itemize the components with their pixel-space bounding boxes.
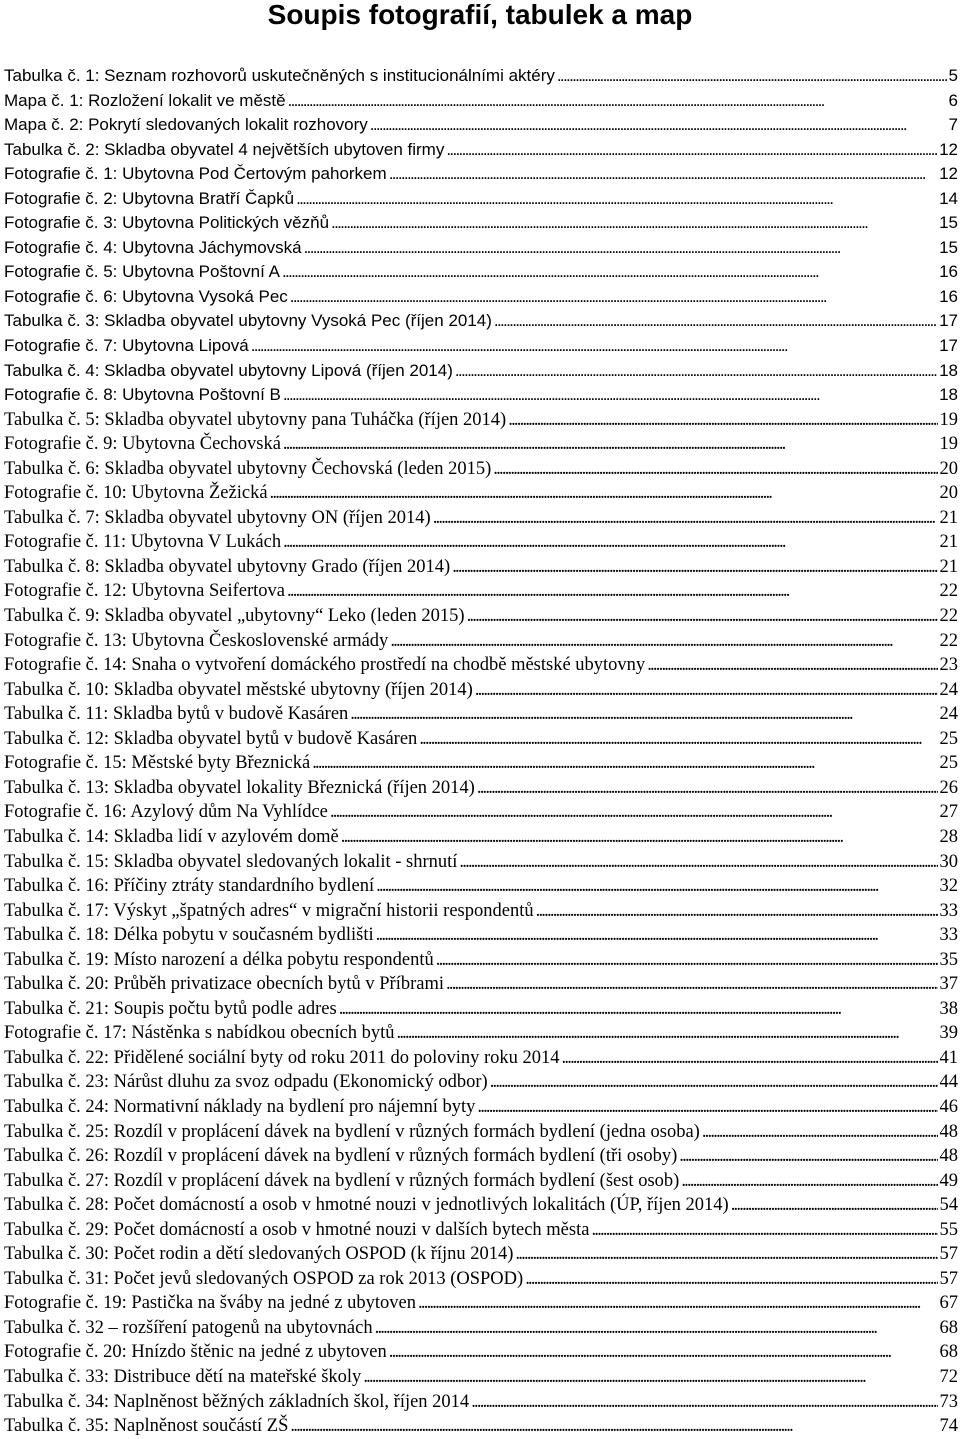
toc-dot-leader bbox=[452, 555, 937, 579]
toc-entry-page-number: 7 bbox=[947, 113, 960, 137]
toc-entry-page-number: 17 bbox=[937, 309, 960, 333]
toc-entry-page-number: 67 bbox=[938, 1291, 960, 1315]
toc-entry[interactable] bbox=[4, 653, 960, 678]
toc-dot-leader bbox=[283, 432, 938, 456]
toc-dot-leader bbox=[288, 89, 947, 113]
toc-entry-page-number: 55 bbox=[938, 1218, 960, 1242]
toc-entry-label: Tabulka č. 2: Skladba obyvatel 4 největších ubytoven firmy bbox=[4, 138, 446, 162]
toc-entry-label: Fotografie č. 7: Ubytovna Lipová bbox=[4, 334, 251, 358]
toc-entry-label: Tabulka č. 31: Počet jevů sledovaných OSPOD za rok 2013 (OSPOD) bbox=[4, 1267, 525, 1291]
toc-entry-label: Tabulka č. 25: Rozdíl v proplácení dávek na bydlení v různých formách bydlení (jedna osoba) bbox=[4, 1120, 702, 1144]
toc-entry-label: Fotografie č. 13: Ubytovna Československé armády bbox=[4, 629, 390, 653]
toc-entry[interactable] bbox=[4, 113, 960, 138]
toc-entry-page-number: 41 bbox=[938, 1046, 960, 1070]
toc-entry-label: Tabulka č. 24: Normativní náklady na bydlení pro nájemní byty bbox=[4, 1095, 477, 1119]
toc-entry-label: Tabulka č. 22: Přidělené sociální byty od roku 2011 do poloviny roku 2014 bbox=[4, 1046, 562, 1070]
toc-entry-page-number: 17 bbox=[937, 334, 960, 358]
toc-entry-page-number: 72 bbox=[938, 1365, 960, 1389]
toc-entry-page-number: 54 bbox=[938, 1193, 960, 1217]
toc-dot-leader bbox=[459, 850, 937, 874]
toc-dot-leader bbox=[433, 506, 938, 530]
toc-entry-page-number: 48 bbox=[938, 1144, 960, 1168]
toc-entry-page-number: 74 bbox=[938, 1414, 960, 1438]
toc-entry-label: Fotografie č. 17: Nástěnka s nabídkou obecních bytů bbox=[4, 1021, 396, 1045]
toc-dot-leader bbox=[419, 727, 937, 751]
toc-entry-page-number: 20 bbox=[938, 481, 960, 505]
toc-entry-page-number: 48 bbox=[938, 1120, 960, 1144]
toc-entry[interactable] bbox=[4, 555, 960, 580]
toc-entry-page-number: 20 bbox=[938, 457, 960, 481]
toc-entry-page-number: 27 bbox=[938, 800, 960, 824]
toc-entry-label: Fotografie č. 1: Ubytovna Pod Čertovým pahorkem bbox=[4, 162, 389, 186]
toc-entry-label: Fotografie č. 2: Ubytovna Bratří Čapků bbox=[4, 187, 296, 211]
toc-entry-label: Tabulka č. 8: Skladba obyvatel ubytovny Grado (říjen 2014) bbox=[4, 555, 452, 579]
toc-entry-label: Tabulka č. 28: Počet domácností a osob v hmotné nouzi v jednotlivých lokalitách (ÚP, říjen 2014) bbox=[4, 1193, 731, 1217]
toc-dot-leader bbox=[304, 236, 937, 260]
toc-entry[interactable] bbox=[4, 997, 960, 1022]
toc-entry-label: Tabulka č. 32 – rozšíření patogenů na ubytovnách bbox=[4, 1316, 375, 1340]
toc-entry-page-number: 68 bbox=[938, 1340, 960, 1364]
toc-dot-leader bbox=[283, 383, 937, 407]
toc-entry-label: Fotografie č. 16: Azylový dům Na Vyhlídce bbox=[4, 800, 330, 824]
toc-entry[interactable] bbox=[4, 825, 960, 850]
toc-entry-label: Tabulka č. 27: Rozdíl v proplácení dávek na bydlení v různých formách bydlení (šest osob) bbox=[4, 1169, 681, 1193]
toc-dot-leader bbox=[471, 1390, 937, 1414]
toc-entry-label: Fotografie č. 3: Ubytovna Politických vězňů bbox=[4, 211, 331, 235]
toc-entry[interactable] bbox=[4, 1095, 960, 1120]
toc-dot-leader bbox=[389, 162, 937, 186]
toc-entry-label: Tabulka č. 16: Příčiny ztráty standardního bydlení bbox=[4, 874, 376, 898]
toc-entry-label: Fotografie č. 12: Ubytovna Seifertova bbox=[4, 579, 287, 603]
toc-entry[interactable] bbox=[4, 211, 960, 236]
toc-entry-page-number: 35 bbox=[938, 948, 960, 972]
toc-entry[interactable] bbox=[4, 530, 960, 555]
toc-entry[interactable] bbox=[4, 1340, 960, 1365]
toc-entry[interactable] bbox=[4, 285, 960, 310]
toc-entry-page-number: 15 bbox=[937, 211, 960, 235]
toc-dot-leader bbox=[508, 408, 937, 432]
toc-entry-page-number: 24 bbox=[938, 678, 960, 702]
toc-dot-leader bbox=[370, 113, 947, 137]
toc-entry[interactable] bbox=[4, 64, 960, 89]
toc-entry-label: Tabulka č. 23: Nárůst dluhu za svoz odpadu (Ekonomický odbor) bbox=[4, 1070, 490, 1094]
toc-entry-label: Tabulka č. 1: Seznam rozhovorů uskutečněných s institucionálními aktéry bbox=[4, 64, 557, 88]
toc-entry-label: Tabulka č. 35: Naplněnost součástí ZŠ bbox=[4, 1414, 290, 1438]
toc-dot-leader bbox=[283, 530, 937, 554]
toc-dot-leader bbox=[296, 187, 937, 211]
toc-entry[interactable] bbox=[4, 432, 960, 457]
toc-entry[interactable] bbox=[4, 1291, 960, 1316]
toc-entry[interactable] bbox=[4, 800, 960, 825]
toc-entry[interactable] bbox=[4, 506, 960, 531]
toc-entry-label: Tabulka č. 30: Počet rodin a dětí sledovaných OSPOD (k říjnu 2014) bbox=[4, 1242, 515, 1266]
toc-entry-label: Tabulka č. 3: Skladba obyvatel ubytovny Vysoká Pec (říjen 2014) bbox=[4, 309, 494, 333]
toc-dot-leader bbox=[331, 211, 937, 235]
toc-dot-leader bbox=[455, 359, 937, 383]
toc-entry[interactable] bbox=[4, 1242, 960, 1267]
toc-entry[interactable] bbox=[4, 481, 960, 506]
toc-entry-page-number: 73 bbox=[938, 1390, 960, 1414]
toc-entry[interactable] bbox=[4, 702, 960, 727]
toc-entry[interactable] bbox=[4, 1267, 960, 1292]
toc-entry-page-number: 18 bbox=[937, 383, 960, 407]
toc-entry-label: Tabulka č. 4: Skladba obyvatel ubytovny Lipová (říjen 2014) bbox=[4, 359, 455, 383]
toc-entry[interactable] bbox=[4, 1021, 960, 1046]
toc-entry[interactable] bbox=[4, 138, 960, 163]
toc-dot-leader bbox=[591, 1218, 937, 1242]
toc-dot-leader bbox=[477, 1095, 937, 1119]
toc-entry-page-number: 57 bbox=[938, 1242, 960, 1266]
toc-entry-page-number: 23 bbox=[938, 653, 960, 677]
toc-entry-label: Fotografie č. 4: Ubytovna Jáchymovská bbox=[4, 236, 304, 260]
toc-dot-leader bbox=[446, 972, 938, 996]
toc-entry[interactable] bbox=[4, 899, 960, 924]
toc-entry-label: Tabulka č. 13: Skladba obyvatel lokality Březnická (říjen 2014) bbox=[4, 776, 477, 800]
toc-dot-leader bbox=[390, 629, 937, 653]
toc-entry-label: Tabulka č. 21: Soupis počtu bytů podle adres bbox=[4, 997, 339, 1021]
toc-entry-label: Tabulka č. 19: Místo narození a délka pobytu respondentů bbox=[4, 948, 436, 972]
toc-entry-label: Tabulka č. 26: Rozdíl v proplácení dávek na bydlení v různých formách bydlení (tři osoby) bbox=[4, 1144, 679, 1168]
toc-dot-leader bbox=[312, 751, 937, 775]
toc-entry[interactable] bbox=[4, 850, 960, 875]
toc-dot-leader bbox=[436, 948, 938, 972]
toc-entry[interactable] bbox=[4, 751, 960, 776]
toc-dot-leader bbox=[341, 825, 938, 849]
toc-entry-label: Tabulka č. 9: Skladba obyvatel „ubytovny“ Leko (leden 2015) bbox=[4, 604, 467, 628]
toc-entry-label: Tabulka č. 12: Skladba obyvatel bytů v budově Kasáren bbox=[4, 727, 419, 751]
toc-entry-label: Mapa č. 1: Rozložení lokalit ve městě bbox=[4, 89, 288, 113]
toc-entry-page-number: 21 bbox=[938, 530, 960, 554]
toc-entry[interactable] bbox=[4, 727, 960, 752]
toc-entry[interactable] bbox=[4, 89, 960, 114]
toc-entry[interactable] bbox=[4, 236, 960, 261]
toc-entry-page-number: 22 bbox=[938, 629, 960, 653]
toc-entry-label: Tabulka č. 14: Skladba lidí v azylovém domě bbox=[4, 825, 341, 849]
toc-entry-page-number: 33 bbox=[938, 923, 960, 947]
toc-entry[interactable] bbox=[4, 309, 960, 334]
toc-entry-page-number: 30 bbox=[938, 850, 960, 874]
toc-entry-page-number: 22 bbox=[938, 579, 960, 603]
toc-dot-leader bbox=[251, 334, 937, 358]
toc-dot-leader bbox=[467, 604, 938, 628]
toc-entry-label: Mapa č. 2: Pokrytí sledovaných lokalit rozhovory bbox=[4, 113, 370, 137]
toc-entry[interactable] bbox=[4, 776, 960, 801]
toc-entry-page-number: 24 bbox=[938, 702, 960, 726]
toc-dot-leader bbox=[270, 481, 938, 505]
toc-entry-label: Fotografie č. 5: Ubytovna Poštovní A bbox=[4, 260, 282, 284]
toc-entry[interactable] bbox=[4, 408, 960, 433]
toc-dot-leader bbox=[475, 678, 938, 702]
toc-entry-page-number: 25 bbox=[938, 727, 960, 751]
toc-entry[interactable] bbox=[4, 260, 960, 285]
toc-entry-page-number: 32 bbox=[938, 874, 960, 898]
toc-entry-page-number: 46 bbox=[938, 1095, 960, 1119]
toc-entry[interactable] bbox=[4, 923, 960, 948]
toc-entry-label: Fotografie č. 11: Ubytovna V Lukách bbox=[4, 530, 283, 554]
toc-entry[interactable] bbox=[4, 1218, 960, 1243]
toc-dot-leader bbox=[493, 457, 937, 481]
toc-entry-page-number: 16 bbox=[937, 260, 960, 284]
toc-entry-label: Fotografie č. 15: Městské byty Březnická bbox=[4, 751, 312, 775]
toc-entry-page-number: 12 bbox=[937, 162, 960, 186]
toc-entry-label: Fotografie č. 19: Pastička na šváby na jedné z ubytoven bbox=[4, 1291, 418, 1315]
toc-entry-page-number: 12 bbox=[937, 138, 960, 162]
toc-entry[interactable] bbox=[4, 1120, 960, 1145]
toc-entry-label: Tabulka č. 10: Skladba obyvatel městské ubytovny (říjen 2014) bbox=[4, 678, 475, 702]
toc-entry[interactable] bbox=[4, 1144, 960, 1169]
toc-entry-label: Tabulka č. 33: Distribuce dětí na mateřské školy bbox=[4, 1365, 363, 1389]
toc-entry[interactable] bbox=[4, 359, 960, 384]
toc-dot-leader bbox=[494, 309, 937, 333]
toc-dot-leader bbox=[290, 1414, 937, 1438]
toc-entry-page-number: 19 bbox=[938, 408, 960, 432]
toc-entry-label: Tabulka č. 18: Délka pobytu v současném bydlišti bbox=[4, 923, 376, 947]
toc-entry-page-number: 19 bbox=[938, 432, 960, 456]
toc-entry-label: Tabulka č. 17: Výskyt „špatných adres“ v migrační historii respondentů bbox=[4, 899, 536, 923]
toc-entry-page-number: 44 bbox=[938, 1070, 960, 1094]
toc-entry-page-number: 68 bbox=[938, 1316, 960, 1340]
toc-entry-page-number: 5 bbox=[947, 64, 960, 88]
toc-dot-leader bbox=[350, 702, 937, 726]
toc-dot-leader bbox=[525, 1267, 937, 1291]
toc-entry[interactable] bbox=[4, 1365, 960, 1390]
toc-dot-leader bbox=[290, 285, 937, 309]
toc-dot-leader bbox=[282, 260, 937, 284]
toc-entry-label: Tabulka č. 6: Skladba obyvatel ubytovny Čechovská (leden 2015) bbox=[4, 457, 493, 481]
toc-dot-leader bbox=[557, 64, 947, 88]
toc-entry-label: Fotografie č. 20: Hnízdo štěnic na jedné z ubytoven bbox=[4, 1340, 389, 1364]
toc-entry[interactable] bbox=[4, 383, 960, 408]
toc-dot-leader bbox=[647, 653, 937, 677]
toc-entry[interactable] bbox=[4, 972, 960, 997]
toc-entry-page-number: 18 bbox=[937, 359, 960, 383]
toc-entry[interactable] bbox=[4, 1316, 960, 1341]
toc-entry-label: Fotografie č. 8: Ubytovna Poštovní B bbox=[4, 383, 283, 407]
toc-entry[interactable] bbox=[4, 162, 960, 187]
toc-entry[interactable] bbox=[4, 1169, 960, 1194]
toc-entry-label: Fotografie č. 10: Ubytovna Žežická bbox=[4, 481, 270, 505]
toc-dot-leader bbox=[396, 1021, 937, 1045]
toc-entry-page-number: 28 bbox=[938, 825, 960, 849]
toc-entry[interactable] bbox=[4, 1193, 960, 1218]
toc-entry-label: Tabulka č. 5: Skladba obyvatel ubytovny pana Tuháčka (říjen 2014) bbox=[4, 408, 508, 432]
toc-dot-leader bbox=[536, 899, 938, 923]
toc-dot-leader bbox=[418, 1291, 937, 1315]
toc-entry-label: Fotografie č. 6: Ubytovna Vysoká Pec bbox=[4, 285, 290, 309]
toc-entry[interactable] bbox=[4, 1414, 960, 1439]
toc-dot-leader bbox=[389, 1340, 938, 1364]
toc-entry-label: Fotografie č. 14: Snaha o vytvoření domáckého prostředí na chodbě městské ubytovny bbox=[4, 653, 647, 677]
toc-dot-leader bbox=[446, 138, 937, 162]
toc-entry-page-number: 38 bbox=[938, 997, 960, 1021]
toc-entry-label: Tabulka č. 15: Skladba obyvatel sledovaných lokalit - shrnutí bbox=[4, 850, 459, 874]
toc-list bbox=[4, 64, 960, 1439]
toc-entry[interactable] bbox=[4, 948, 960, 973]
toc-entry[interactable] bbox=[4, 604, 960, 629]
toc-entry[interactable] bbox=[4, 629, 960, 654]
toc-entry[interactable] bbox=[4, 874, 960, 899]
toc-entry[interactable] bbox=[4, 334, 960, 359]
toc-dot-leader bbox=[477, 776, 938, 800]
toc-entry-page-number: 15 bbox=[937, 236, 960, 260]
toc-dot-leader bbox=[363, 1365, 937, 1389]
toc-entry-page-number: 22 bbox=[938, 604, 960, 628]
toc-entry-label: Fotografie č. 9: Ubytovna Čechovská bbox=[4, 432, 283, 456]
toc-entry[interactable] bbox=[4, 1070, 960, 1095]
toc-dot-leader bbox=[681, 1169, 937, 1193]
toc-dot-leader bbox=[287, 579, 937, 603]
toc-entry-label: Tabulka č. 29: Počet domácností a osob v hmotné nouzi v dalších bytech města bbox=[4, 1218, 591, 1242]
toc-entry-label: Tabulka č. 7: Skladba obyvatel ubytovny ON (říjen 2014) bbox=[4, 506, 433, 530]
toc-dot-leader bbox=[375, 1316, 938, 1340]
toc-dot-leader bbox=[731, 1193, 938, 1217]
toc-entry-page-number: 26 bbox=[938, 776, 960, 800]
toc-entry-page-number: 14 bbox=[937, 187, 960, 211]
toc-entry-page-number: 25 bbox=[938, 751, 960, 775]
page-title: Soupis fotografií, tabulek a map bbox=[0, 0, 960, 36]
toc-entry[interactable] bbox=[4, 1390, 960, 1415]
toc-dot-leader bbox=[376, 923, 938, 947]
toc-entry-label: Tabulka č. 34: Naplněnost běžných základních škol, říjen 2014 bbox=[4, 1390, 471, 1414]
toc-entry-page-number: 21 bbox=[938, 506, 960, 530]
toc-entry-label: Tabulka č. 11: Skladba bytů v budově Kasáren bbox=[4, 702, 350, 726]
toc-dot-leader bbox=[562, 1046, 938, 1070]
toc-entry-page-number: 37 bbox=[938, 972, 960, 996]
toc-dot-leader bbox=[679, 1144, 937, 1168]
toc-entry[interactable] bbox=[4, 678, 960, 703]
toc-entry[interactable] bbox=[4, 1046, 960, 1071]
toc-entry-page-number: 57 bbox=[938, 1267, 960, 1291]
toc-dot-leader bbox=[490, 1070, 938, 1094]
toc-entry-label: Tabulka č. 20: Průběh privatizace obecních bytů v Příbrami bbox=[4, 972, 446, 996]
toc-entry-page-number: 49 bbox=[938, 1169, 960, 1193]
toc-entry[interactable] bbox=[4, 457, 960, 482]
toc-dot-leader bbox=[339, 997, 938, 1021]
toc-dot-leader bbox=[515, 1242, 937, 1266]
toc-entry[interactable] bbox=[4, 579, 960, 604]
toc-entry[interactable] bbox=[4, 187, 960, 212]
toc-dot-leader bbox=[702, 1120, 938, 1144]
toc-dot-leader bbox=[330, 800, 938, 824]
toc-entry-page-number: 33 bbox=[938, 899, 960, 923]
toc-dot-leader bbox=[376, 874, 937, 898]
toc-entry-page-number: 16 bbox=[937, 285, 960, 309]
toc-entry-page-number: 21 bbox=[938, 555, 960, 579]
toc-entry-page-number: 39 bbox=[938, 1021, 960, 1045]
toc-entry-page-number: 6 bbox=[947, 89, 960, 113]
